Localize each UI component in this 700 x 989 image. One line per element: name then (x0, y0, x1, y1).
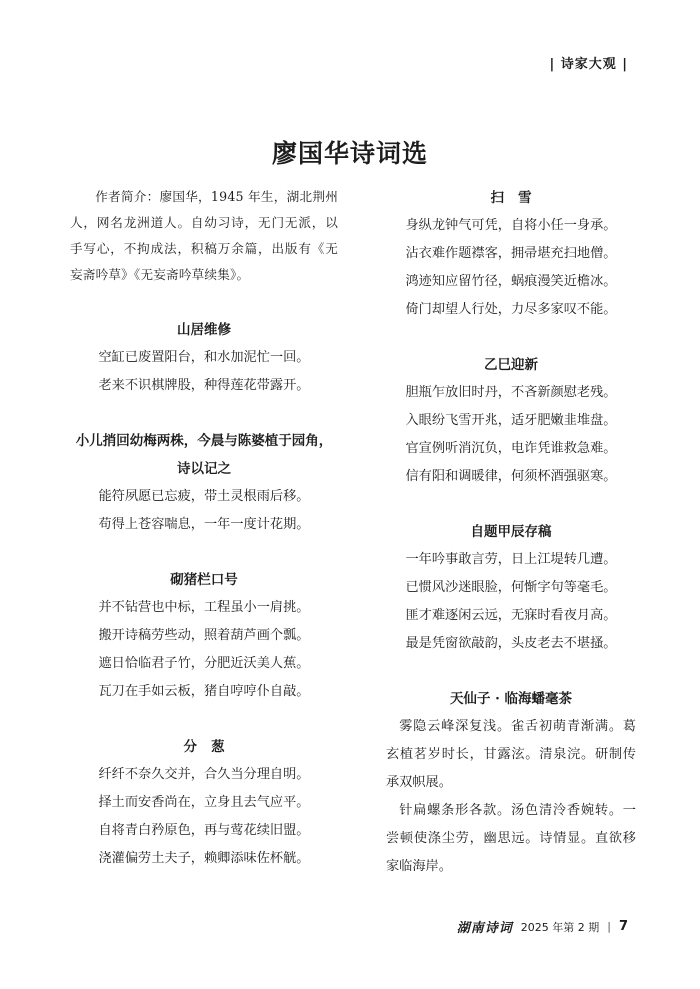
poem-youmei (70, 427, 338, 539)
poem-line: 老来不识棋牌股，种得莲花带露开。 (98, 378, 310, 393)
poem-line: 遮日恰临君子竹，分肥近沃美人蕉。 (98, 656, 310, 671)
poem-line: 搬开诗稿劳些动，照着葫芦画个瓢。 (98, 628, 310, 643)
magazine-logo: 湖南诗词 (456, 921, 513, 936)
poem-title: 乙巳迎新 (484, 357, 538, 373)
poem-fencong (70, 733, 338, 873)
section-tag: | 诗家大观 | (549, 57, 628, 72)
poem-line: 自将青白矜原色，再与莺花续旧盟。 (98, 823, 310, 838)
poem-line: 鸿迹知应留竹径，蜗痕漫笑近檐冰。 (405, 274, 617, 289)
ci-stanza: 雾隐云峰深复浅。雀舌初萌青渐满。葛玄植茗岁时长，甘露泫。清泉浣。研制传承双帜展。 (386, 719, 636, 790)
poem-yisi (386, 351, 636, 491)
poem-jiachen (386, 518, 636, 658)
right-column (386, 184, 636, 908)
poem-title-continued: 诗以记之 (177, 461, 231, 477)
poem-line: 胆瓶乍放旧时丹，不吝新颜慰老残。 (405, 385, 617, 400)
issue-label: 2025 年第 2 期 (520, 920, 600, 934)
poem-line: 入眼纷飞雪开兆，适牙肥嫩韭堆盘。 (405, 413, 617, 428)
poem-line: 已惯风沙迷眼脸，何惭字句等毫毛。 (405, 580, 617, 595)
footer-divider: | (607, 920, 611, 933)
author-intro: 作者简介：廖国华，1945 年生，湖北荆州人，网名龙洲道人。自幼习诗，无门无派，以手写心，不拘成法，积稿万余篇，出版有《无妄斋吟草》《无妄斋吟草续集》。 (70, 189, 338, 282)
poem-tianxianzi (386, 685, 636, 881)
poem-title: 分葱 (183, 739, 239, 755)
poem-title: 小儿捎回幼梅两株，今晨与陈婆植于园角， (75, 433, 333, 449)
poem-line: 瓦刀在手如云板，猪自哼哼仆自敲。 (98, 684, 310, 699)
poem-line: 一年吟事敢言劳，日上江堤转几遭。 (405, 552, 617, 567)
poem-line: 浇灌偏劳土夫子，赖卿添味佐杯觥。 (98, 851, 310, 866)
poem-title: 山居维修 (177, 322, 231, 338)
page-footer (457, 917, 628, 936)
poem-line: 沾衣难作题襟客，拥帚堪充扫地僧。 (405, 246, 617, 261)
poem-line: 能符夙愿已忘疲，带土灵根雨后移。 (98, 489, 310, 504)
poem-line: 纤纤不奈久交并，合久当分理自明。 (98, 767, 310, 782)
poem-title: 砌猪栏口号 (170, 572, 238, 588)
poem-line: 空缸已废置阳台，和水加泥忙一回。 (98, 350, 310, 365)
left-column (70, 184, 338, 900)
page-number: 7 (618, 919, 628, 934)
poem-line: 倚门却望人行处，力尽多家叹不能。 (405, 302, 617, 317)
poem-line: 身纵龙钟气可凭，自将小任一身承。 (405, 218, 617, 233)
poem-line: 官宣例听消沉负，电诈凭谁救急难。 (405, 441, 617, 456)
poem-zhulan (70, 566, 338, 706)
poem-title: 自题甲辰存稿 (470, 524, 552, 540)
poem-line: 最是凭窗欲敲韵，头皮老去不堪搔。 (405, 636, 617, 651)
poem-line: 并不钻营也中标，工程虽小一肩挑。 (98, 600, 310, 615)
poem-shanju (70, 316, 338, 400)
poem-title: 天仙子 · 临海蟠毫茶 (449, 691, 573, 707)
poem-line: 苟得上苍容喘息，一年一度计花期。 (98, 517, 310, 532)
poem-title: 扫雪 (490, 190, 546, 206)
poem-saoxue (386, 184, 636, 324)
poem-line: 择土而安香尚在，立身且去气应平。 (98, 795, 310, 810)
ci-stanza: 针扁螺条形各款。汤色清泠香婉转。一尝顿使涤尘劳，幽思远。诗情显。直欲移家临海岸。 (386, 803, 636, 874)
poem-line: 匪才难逐闲云远，无寐时看夜月高。 (405, 608, 617, 623)
page-title: 廖国华诗词选 (271, 139, 428, 168)
poem-line: 信有阳和调暖律，何须杯酒强驱寒。 (405, 469, 617, 484)
